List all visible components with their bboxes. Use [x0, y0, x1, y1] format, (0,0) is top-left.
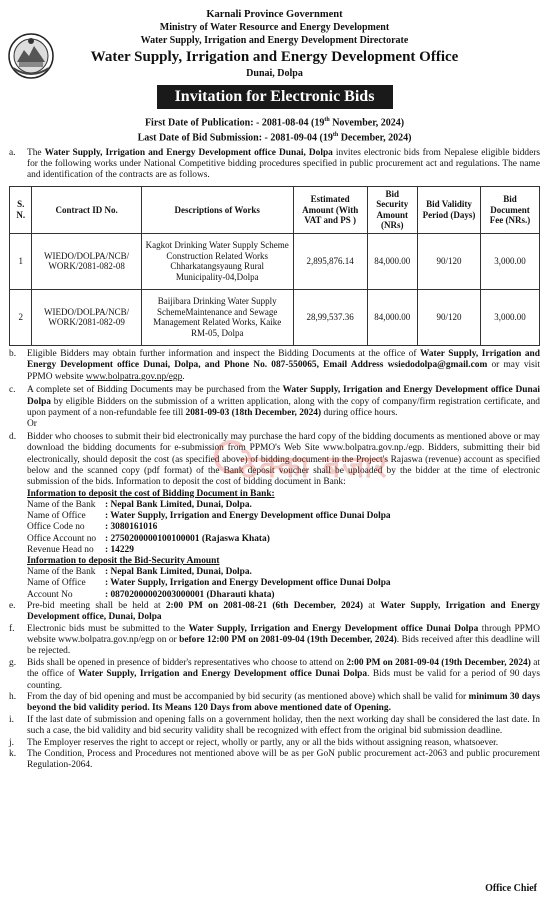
paragraph-e: e. Pre-bid meeting shall be held at 2:00 PM on 2081-08-21 (6th December, 2024) at Water Supply, Irrigation and Energy Development office, Dunai, Dolpa: [9, 600, 540, 623]
paragraph-c: c. A complete set of Bidding Documents may be purchased from the Water Supply, Irrigation and Energy Development office Dunai Dolpa by eligible Bidders on the submission of a written application, along with the copy of company/firm registration certificate, and upon payment of a non-refundable fee till 2081-09-03 (18th December, 2024) during office hours. Or: [9, 385, 540, 430]
info-row: Account No : 08702000002003000001 (Dharauti khata): [27, 589, 275, 600]
table-header: Bid Security Amount (NRs): [367, 186, 417, 233]
table-header-row: [10, 186, 540, 233]
paragraph-d: d. Bidder who chooses to submit their bid electronically may purchase the hard copy of the bidding documents as mentioned above or may download the bidding documents for e-submission from PPMO's Web Site www.bolpatra.gov.np./egp. Bidders, submitting their bid electronically, should deposit the cost (as specified above) of bidding document in the Project's Rajaswa (revenue) account as specified below and the scanned copy (pdf format) of the Bank deposit voucher shall be uploaded by the bidder at the time of electronic submission of the bids. Information to deposit the cost of bidding document in Bank:: [9, 431, 540, 488]
directorate-name: Water Supply, Irrigation and Energy Development Directorate: [140, 35, 409, 46]
notice-dates: [0, 114, 549, 145]
letterhead: [0, 0, 549, 80]
table-cell: Kagkot Drinking Water Supply Scheme Construction Related Works Chharkatangsyaung Rural Municipality-04,Dolpa: [141, 233, 293, 289]
table-cell: 1: [10, 233, 32, 289]
paragraph-f: f. Electronic bids must be submitted to the Water Supply, Irrigation and Energy Development office Dunai Dolpa through PPMO website www.bolpatra.gov.np/egp on or before 12:00 PM on 2081-09-04 (19th December, 2024). Bids received after this deadline will be rejected.: [9, 623, 540, 657]
table-cell: 2,895,876.14: [293, 233, 367, 289]
notice-title: Invitation for Electronic Bids: [157, 85, 393, 109]
office-location: Dunai, Dolpa: [246, 68, 303, 79]
ppmo-link[interactable]: www.bolpatra.gov.np/egp: [85, 371, 183, 382]
paragraph-j: j. The Employer reserves the right to accept or reject, wholly or partly, any or all the bids without assigning reason, whatsoever.: [9, 737, 499, 748]
table-cell: 2: [10, 289, 32, 345]
table-cell: WIEDO/DOLPA/NCB/ WORK/2081-082-09: [32, 289, 141, 345]
table-cell: 84,000.00: [367, 289, 417, 345]
paragraph-k: k. The Condition, Process and Procedures not mentioned above will be as per GoN public procurement act-2063 and public procurement Regulation-2064.: [9, 749, 540, 771]
paragraph-h: h. From the day of bid opening and must be accompanied by bid security (as mentioned above) which shall be valid for minimum 30 days beyond the bid validity period. Its Means 120 Days from above mentioned date of Opening.: [9, 692, 540, 714]
signature-office-chief: Office Chief: [485, 883, 537, 894]
table-cell: Baijibara Drinking Water Supply SchemeMaintenance and Sewage Management Related Works, Kaike RM-05, Dolpa: [141, 289, 293, 345]
paragraph-i: i. If the last date of submission and opening falls on a government holiday, then the next working day shall be considered the last date. In such a case, the bid validity and bid security validity shall be recognized with effect from the original bid submission deadline.: [9, 714, 540, 737]
province-name: Karnali Province Government: [206, 9, 343, 20]
table-cell: 3,000.00: [481, 233, 540, 289]
submission-date: Last Date of Bid Submission: - 2081-09-04 (19th December, 2024): [137, 132, 412, 144]
paragraph-a: a. The Water Supply, Irrigation and Energy Development office Dunai, Dolpa invites electronic bids from Nepalese eligible bidders for the following works under National Competitive bidding procedures specified in public procurement act and regulations. The name and identification of the contracts are as follows.: [9, 147, 541, 181]
table-cell: 84,000.00: [367, 233, 417, 289]
table-cell: 90/120: [417, 233, 480, 289]
table-header: Bid Document Fee (NRs.): [481, 186, 540, 233]
info-row: Office Code no : 3080161016: [27, 522, 158, 533]
info-row: Name of the Bank : Nepal Bank Limited, Dunai, Dolpa.: [27, 499, 252, 510]
ministry-name: Ministry of Water Resource and Energy Development: [159, 22, 390, 33]
deposit-security-heading: Information to deposit the Bid-Security Amount: [27, 555, 220, 566]
publication-date: First Date of Publication: - 2081-08-04 (19th November, 2024): [144, 117, 405, 129]
table-cell: WIEDO/DOLPA/NCB/ WORK/2081-082-08: [32, 233, 141, 289]
table-cell: 90/120: [417, 289, 480, 345]
table-header: S. N.: [10, 186, 32, 233]
table-header: Descriptions of Works: [141, 186, 293, 233]
office-name: Water Supply, Irrigation and Energy Development Office: [90, 49, 459, 65]
info-row: Office Account no : 2750200000100100001 (Rajaswa Khata): [27, 533, 270, 544]
table-cell: 28,99,537.36: [293, 289, 367, 345]
table-row: [10, 233, 540, 289]
deposit-cost-heading: Information to deposit the cost of Bidding Document in Bank:: [27, 488, 275, 499]
table-header: Estimated Amount (With VAT and PS ): [293, 186, 367, 233]
contracts-table: [9, 186, 540, 346]
or-label: Or: [27, 419, 37, 430]
table-header: Bid Validity Period (Days): [417, 186, 480, 233]
info-row: Revenue Head no : 14229: [27, 544, 134, 555]
table-cell: 3,000.00: [481, 289, 540, 345]
table-header: Contract ID No.: [32, 186, 141, 233]
deposit-cost-info: [0, 489, 549, 601]
table-row: [10, 289, 540, 345]
paragraph-b: b. Eligible Bidders may obtain further information and inspect the Bidding Documents at the office of Water Supply, Irrigation and Energy Development office Dunai, Dolpa, and Phone No. 087-550065, Email Address wsiedodolpa@gmail.com or may visit PPMO website www.bolpatra.gov.np/egp.: [9, 348, 540, 382]
paragraph-g: g. Bids shall be opened in presence of bidder's representatives who choose to attend on 2:00 PM on 2081-09-04 (19th December, 2024) at the office of Water Supply, Irrigation and Energy Development office Dunai Dolpa. Bids must be valid for a period of 90 days counting.: [9, 657, 540, 691]
info-row: Name of Office : Water Supply, Irrigation and Energy Development office Dunai Dolpa: [27, 511, 391, 522]
info-row: Name of Office : Water Supply, Irrigation and Energy Development office Dunai Dolpa: [27, 578, 391, 589]
watermark-logo: ठेक्का बजार: [240, 450, 389, 485]
info-row: Name of the Bank : Nepal Bank Limited, Dunai, Dolpa.: [27, 567, 252, 578]
